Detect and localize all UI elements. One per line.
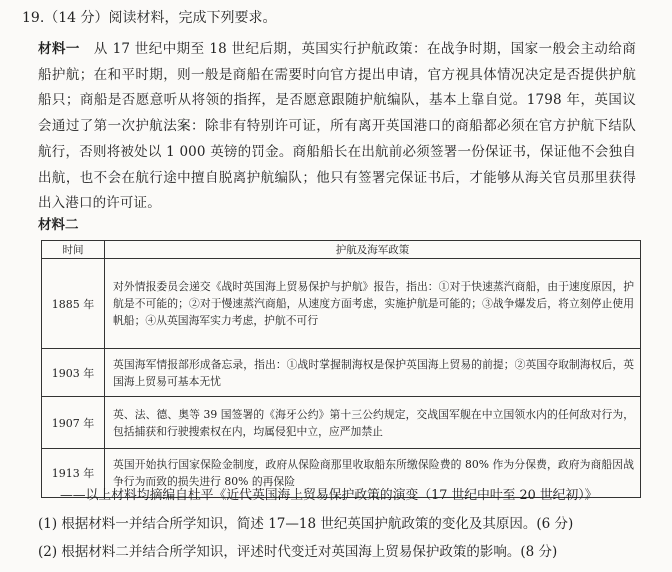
table-header-policy: 护航及海军政策 — [105, 241, 641, 259]
table-cell-policy: 英、法、德、奥等 39 国签署的《海牙公约》第十三公约规定，交战国军舰在中立国领水内的任何敌对行为，包括捕获和行驶搜索权在内，均属侵犯中立，应严加禁止 — [105, 397, 641, 449]
table-row — [42, 349, 641, 397]
material-one-label: 材料一 — [38, 41, 80, 57]
table-cell-year: 1913 年 — [42, 449, 105, 498]
table-cell-policy: 对外情报委员会递交《战时英国海上贸易保护与护航》报告，指出：①对于快速蒸汽商船，由于速度原因，护航是不可能的；②对于慢速蒸汽商船，从速度方面考虑，实施护航是可能的；③战争爆发后，将立刻停止使用帆船；④从英国海军实力考虑，护航不可行 — [105, 259, 641, 349]
question-title: 19.（14 分）阅读材料，完成下列要求。 — [22, 10, 277, 26]
table-cell-year: 1903 年 — [42, 349, 105, 397]
material-two-label: 材料二 — [38, 217, 79, 233]
table-cell-policy: 英国开始执行国家保险金制度，政府从保险商那里收取船东所缴保险费的 80% 作为分保费，政府为商船因战争行为而致的损失进行 80% 的再保险 — [105, 449, 641, 498]
material-one-paragraph — [38, 37, 636, 217]
table-header-row — [42, 241, 641, 259]
table-row — [42, 259, 641, 349]
policy-table — [41, 240, 641, 498]
table-header-time: 时间 — [42, 241, 105, 259]
table-cell-policy: 英国海军情报部形成备忘录，指出：①战时掌握制海权是保护英国海上贸易的前提；②英国夺取制海权后，英国海上贸易可基本无忧 — [105, 349, 641, 397]
subquestion-2: (2) 根据材料二并结合所学知识，评述时代变迁对英国海上贸易保护政策的影响。(8 分) — [38, 544, 558, 560]
subquestion-1: (1) 根据材料一并结合所学知识，简述 17—18 世纪英国护航政策的变化及其原因。(6 分) — [38, 516, 574, 532]
table-cell-year: 1907 年 — [42, 397, 105, 449]
material-one-text: 从 17 世纪中期至 18 世纪后期，英国实行护航政策：在战争时期，国家一般会主动给商船护航；在和平时期，则一般是商船在需要时向官方提出申请，官方视具体情况决定是否提供护航船只；商船是否愿意听从将领的指挥，是否愿意跟随护航编队，基本上靠自觉。1798 年，英国议会通过了第一次护航法案：除非有特别许可证，所有离开英国港口的商船都必须在官方护航下结队航行，否则将被处以 1 000 英镑的罚金。商船船长在出航前必须签署一份保证书，保证他不会独自出航，也不会在航行途中擅自脱离护航编队；他只有签署完保证书后，才能够从海关官员那里获得出入港口的许可证。 — [38, 41, 636, 212]
source-citation: ——以上材料均摘编自杜平《近代英国海上贸易保护政策的演变（17 世纪中叶至 20 世纪初）》 — [60, 488, 598, 503]
table-row — [42, 397, 641, 449]
table-cell-year: 1885 年 — [42, 259, 105, 349]
